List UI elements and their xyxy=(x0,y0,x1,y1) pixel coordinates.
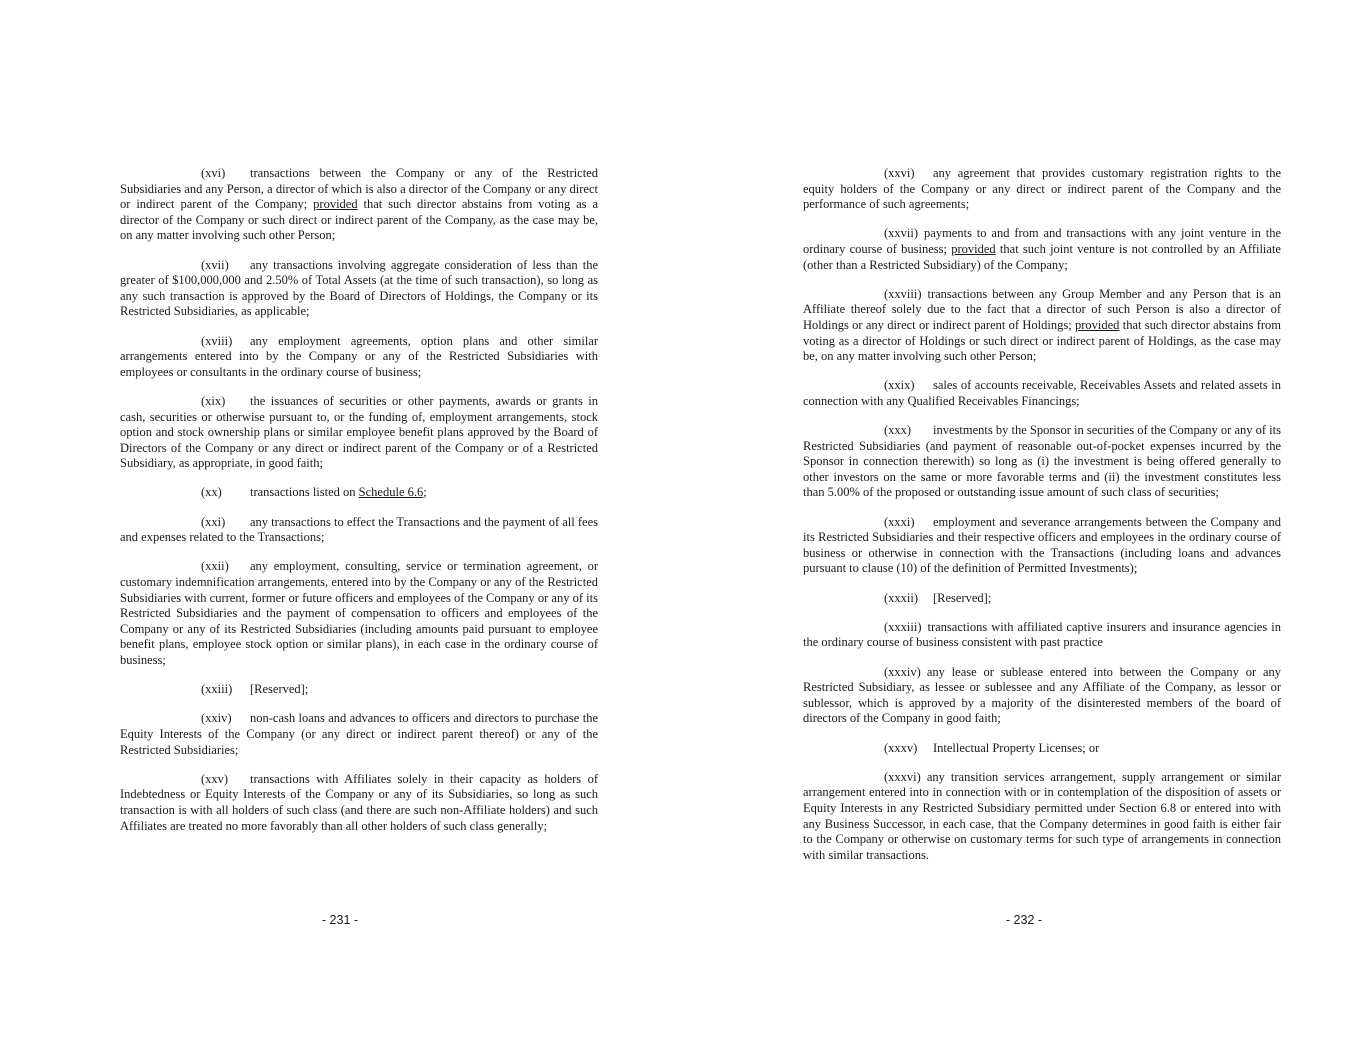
clause-number: (xxxi) xyxy=(884,514,915,529)
clause-number: (xxii) xyxy=(201,559,229,574)
clause-xxv xyxy=(120,772,598,834)
clause-text: the issuances of securities or other payments, awards or grants in cash, securities or otherwise pursuant to, or the funding of, employment arrangements, stock option and stock ownership plans or similar employee benefit plans approved by the Board of Directors of the Company or any direct or indirect parent of the Company or of a Restricted Subsidiary, as appropriate, in good faith; xyxy=(120,393,598,471)
clause-number: (xxxiii) xyxy=(884,619,922,634)
clause-number: (xviii) xyxy=(201,333,233,348)
clause-xxxii xyxy=(803,591,1281,607)
clause-xxi xyxy=(120,515,598,546)
clause-number: (xix) xyxy=(201,393,226,408)
clause-text: transactions with affiliated captive insurers and insurance agencies in the ordinary course of business consistent with past practice xyxy=(803,619,1281,650)
clause-number: (xxvi) xyxy=(884,166,915,180)
clause-text: that such director abstains from voting as a director of the Company or such direct or indirect parent of the Company, as the case may be, on any matter involving such other Person; xyxy=(120,197,599,243)
clause-text: transactions listed on xyxy=(250,485,359,500)
left-page-body xyxy=(120,166,598,848)
clause-text: ; xyxy=(423,485,427,500)
clause-text: payments to and from and transactions with any joint venture in the ordinary course of business; xyxy=(803,226,1281,256)
clause-number: (xxx) xyxy=(884,423,912,438)
clause-text: any transactions involving aggregate consideration of less than the greater of $100,000,000 and 2.50% of Total Assets (at the time of such transaction), so long as any such transaction is approved by the Board of Directors of Holdings, the Company or its Restricted Subsidiaries, as applicable; xyxy=(120,257,598,319)
clause-number: (xxvii) xyxy=(884,226,919,241)
clause-xix xyxy=(120,394,598,472)
clause-xviii xyxy=(120,334,598,381)
clause-xxxvi xyxy=(803,770,1281,864)
clause-text: any transition services arrangement, supply arrangement or similar arrangement entered into in connection with or in contemplation of the disposition of assets or Equity Interests in any Restricted Subsidiary permitted under Section 6.8 or entered into with any Business Successor, in each case, that the Company determines in good faith is either fair to the Company or otherwise on customary terms for such type of arrangements in connection with similar transactions. xyxy=(803,769,1281,862)
clause-number: (xvii) xyxy=(201,257,229,272)
clause-text: that such joint venture is not controlled by an Affiliate (other than a Restricted Subsidiary) of the Company; xyxy=(803,241,1281,272)
clause-xxiii xyxy=(120,682,598,698)
clause-text: any lease or sublease entered into between the Company or any Restricted Subsidiary, as lessee or sublessee and any Affiliate of the Company, as lessor or sublessor, which is approved by a majority of the disinterested members of the board of directors of the Company in good faith; xyxy=(803,664,1281,726)
clause-text: any employment, consulting, service or termination agreement, or customary indemnification arrangements, entered into by the Company or any of the Restricted Subsidiaries with current, former or future officers and employees of the Company or any of its Restricted Subsidiaries and the payment of compensation to officers and employees of the Company or any of its Restricted Subsidiaries (including amounts paid pursuant to employee benefit plans, employee stock option or similar plans), in each case in the ordinary course of business; xyxy=(120,559,598,667)
clause-number: (xxv) xyxy=(201,771,229,786)
clause-xvi xyxy=(120,166,598,244)
clause-number: (xxix) xyxy=(884,378,915,393)
clause-number: (xxiv) xyxy=(201,711,232,726)
clause-number: (xxxii) xyxy=(884,590,919,605)
clause-number: (xxxv) xyxy=(884,740,918,755)
page-number: - 232 - xyxy=(1005,913,1043,927)
page-number: - 231 - xyxy=(321,913,359,927)
clause-text: any transactions to effect the Transactions and the payment of all fees and expenses related to the Transactions; xyxy=(120,514,598,545)
clause-text: employment and severance arrangements between the Company and its Restricted Subsidiaries and their respective officers and employees in the ordinary course of business or otherwise in connection with the Transactions (including loans and advances pursuant to clause (10) of the definition of Permitted Investments); xyxy=(803,514,1281,576)
clause-number: (xxi) xyxy=(201,514,226,529)
provided-term: provided xyxy=(951,241,996,256)
clause-xxxiv xyxy=(803,665,1281,727)
clause-text: [Reserved]; xyxy=(933,590,992,605)
clause-number: (xxiii) xyxy=(201,682,233,697)
clause-xxx xyxy=(803,423,1281,501)
right-page-body xyxy=(803,166,1281,877)
clause-xx xyxy=(120,485,598,501)
clause-xxix xyxy=(803,378,1281,409)
clause-number: (xx) xyxy=(201,485,222,500)
clause-text: transactions with Affiliates solely in their capacity as holders of Indebtedness or Equity Interests of the Company or any of its Subsidiaries, so long as such transaction is with all holders of such class (and there are such non-Affiliate holders) and such Affiliates are treated no more favorably than all other holders of such class generally; xyxy=(120,771,598,833)
clause-text: Intellectual Property Licenses; or xyxy=(933,740,1100,755)
clause-text: investments by the Sponsor in securities of the Company or any of its Restricted Subsidiaries (and payment of reasonable out-of-pocket expenses incurred by the Sponsor in connection therewith) so long as (i) the investment is being offered generally to other investors on the same or more favorable terms and (ii) the investment constitutes less than 5.00% of the proposed or outstanding issue amount of such class of securities; xyxy=(803,423,1281,500)
clause-xxviii xyxy=(803,287,1281,365)
provided-term: provided xyxy=(313,197,358,212)
schedule-reference: Schedule 6.6 xyxy=(358,485,424,500)
clause-xxvi xyxy=(803,166,1281,213)
clause-xxxv xyxy=(803,741,1281,757)
clause-text: sales of accounts receivable, Receivables Assets and related assets in connection with any Qualified Receivables Financings; xyxy=(803,378,1281,408)
clause-number: (xvi) xyxy=(201,166,226,180)
clause-text: any agreement that provides customary registration rights to the equity holders of the Company or any direct or indirect parent of the Company and the performance of such agreements; xyxy=(803,166,1281,212)
clause-xxxi xyxy=(803,515,1281,577)
provided-term: provided xyxy=(1074,317,1120,332)
clause-text: that such director abstains from voting as a director of Holdings or such direct or indirect parent of Holdings, as the case may be, on any matter involving such other Person; xyxy=(803,317,1281,364)
clause-text: any employment agreements, option plans and other similar arrangements entered into by the Company or any of the Restricted Subsidiaries with employees or consultants in the ordinary course of business; xyxy=(120,333,598,379)
clause-text: non-cash loans and advances to officers and directors to purchase the Equity Interests of the Company (or any direct or indirect parent thereof) or any of the Restricted Subsidiaries; xyxy=(120,711,598,757)
clause-xxvii xyxy=(803,226,1281,273)
right-page xyxy=(682,0,1364,1055)
clause-xxxiii xyxy=(803,620,1281,651)
clause-xxiv xyxy=(120,711,598,758)
clause-number: (xxxvi) xyxy=(884,769,921,784)
clause-number: (xxxiv) xyxy=(884,664,921,679)
clause-xxii xyxy=(120,559,598,668)
clause-text: transactions between any Group Member and any Person that is an Affiliate thereof solely due to the fact that a director of such Person is also a director of Holdings or any direct or indirect parent of Holdings; xyxy=(803,286,1281,332)
left-page xyxy=(0,0,682,1055)
clause-text: transactions between the Company or any of the Restricted Subsidiaries and any Person, a director of which is also a director of the Company or any direct or indirect parent of the Company; xyxy=(120,166,598,212)
clause-number: (xxviii) xyxy=(884,286,922,301)
clause-text: [Reserved]; xyxy=(250,682,309,697)
clause-xvii xyxy=(120,258,598,320)
